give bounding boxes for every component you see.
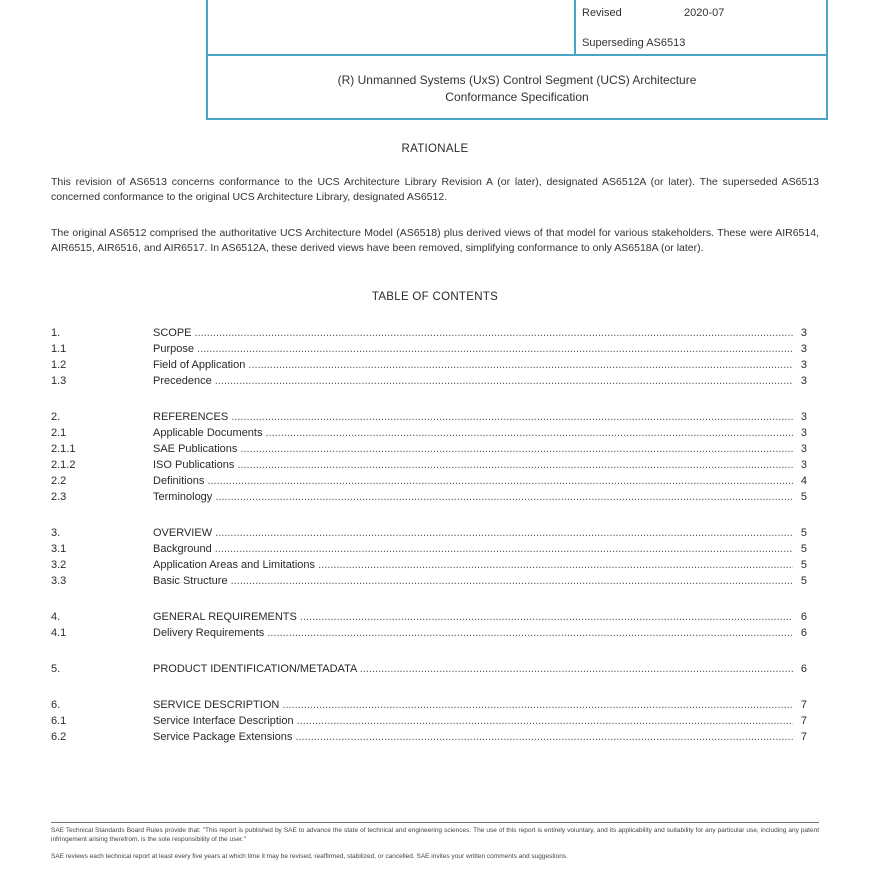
toc-entry-number: 2.1 bbox=[51, 427, 67, 439]
header-divider-horizontal bbox=[208, 54, 826, 56]
toc-entry-title: SAE Publications ..... bbox=[153, 441, 793, 457]
toc-entry-page: 5 bbox=[800, 527, 807, 539]
toc-entry-page: 3 bbox=[800, 375, 807, 387]
toc-entry-number: 3.3 bbox=[51, 575, 67, 587]
footer-disclaimer: SAE Technical Standards Board Rules provide that: "This report is published by SAE to advance the state of technical and engineering sciences. The use of this report is entirely voluntary, and its applicability and suitability for any particular use, including any patent infringement arising therefrom, is the sole responsibility of the user." bbox=[51, 827, 819, 843]
toc-entry-page: 7 bbox=[800, 715, 807, 727]
toc-entry-page: 3 bbox=[800, 427, 807, 439]
toc-entry-number: 2. bbox=[51, 411, 61, 423]
toc-entry-title: Applicable Documents ..... bbox=[153, 425, 793, 441]
toc-entry[interactable] bbox=[51, 425, 807, 441]
rationale-heading: RATIONALE bbox=[401, 143, 469, 155]
toc-entry-page: 4 bbox=[800, 475, 807, 487]
toc-entry-page: 6 bbox=[800, 611, 807, 623]
toc-entry-page: 5 bbox=[800, 575, 807, 587]
toc-entry-number: 2.2 bbox=[51, 475, 67, 487]
toc-entry[interactable] bbox=[51, 541, 807, 557]
toc-entry-title: Service Interface Description ..... bbox=[153, 713, 793, 729]
toc-entry[interactable] bbox=[51, 713, 807, 729]
toc-entry-page: 3 bbox=[800, 327, 807, 339]
toc-entry[interactable] bbox=[51, 573, 807, 589]
toc-entry-number: 3.2 bbox=[51, 559, 67, 571]
toc-entry[interactable] bbox=[51, 557, 807, 573]
rationale-paragraph-2: The original AS6512 comprised the authoritative UCS Architecture Model (AS6518) plus derived views of that model for various stakeholders. These were AIR6514, AIR6515, AIR6516, and AIR6517. In AS6512A, these derived views have been removed, simplifying conformance to only AS6518A (or later). bbox=[51, 227, 819, 254]
toc-entry-number: 2.1.1 bbox=[51, 443, 76, 455]
superseding-label: Superseding AS6513 bbox=[582, 37, 686, 49]
toc-entry-number: 1.3 bbox=[51, 375, 67, 387]
toc-entry[interactable] bbox=[51, 325, 807, 341]
toc-entry[interactable] bbox=[51, 373, 807, 389]
revised-date: 2020-07 bbox=[684, 7, 725, 19]
toc-entry-title: GENERAL REQUIREMENTS ..... bbox=[153, 609, 793, 625]
toc-entry-title: Field of Application ..... bbox=[153, 357, 793, 373]
toc-entry-page: 7 bbox=[800, 731, 807, 743]
toc-entry-title: Purpose ..... bbox=[153, 341, 793, 357]
toc-entry[interactable] bbox=[51, 525, 807, 541]
toc-entry-title: PRODUCT IDENTIFICATION/METADATA ..... bbox=[153, 661, 793, 677]
toc-entry-number: 3. bbox=[51, 527, 61, 539]
revised-label: Revised bbox=[582, 7, 622, 19]
toc-entry-number: 6.2 bbox=[51, 731, 67, 743]
toc-entry[interactable] bbox=[51, 409, 807, 425]
toc-entry-page: 6 bbox=[800, 627, 807, 639]
toc-entry-title: SCOPE ..... bbox=[153, 325, 793, 341]
toc-entry-page: 3 bbox=[800, 411, 807, 423]
toc-entry-page: 5 bbox=[800, 543, 807, 555]
toc-entry-title: SERVICE DESCRIPTION ..... bbox=[153, 697, 793, 713]
toc-entry-title: ISO Publications ..... bbox=[153, 457, 793, 473]
toc-entry-title: Precedence ..... bbox=[153, 373, 793, 389]
toc-entry-title: Background ..... bbox=[153, 541, 793, 557]
toc-entry-page: 3 bbox=[800, 459, 807, 471]
toc-entry-title: Terminology ..... bbox=[153, 489, 793, 505]
document-title bbox=[206, 72, 828, 106]
toc-entry-title: REFERENCES ..... bbox=[153, 409, 793, 425]
toc-entry-number: 4.1 bbox=[51, 627, 67, 639]
toc-entry-number: 3.1 bbox=[51, 543, 67, 555]
toc-entry-page: 3 bbox=[800, 343, 807, 355]
toc-entry-page: 5 bbox=[800, 491, 807, 503]
document-title-line-2: Conformance Specification bbox=[445, 90, 589, 104]
toc-heading: TABLE OF CONTENTS bbox=[371, 291, 499, 303]
toc-entry-number: 1.2 bbox=[51, 359, 67, 371]
toc-entry-page: 6 bbox=[800, 663, 807, 675]
toc-entry[interactable] bbox=[51, 441, 807, 457]
toc-entry-number: 6. bbox=[51, 699, 61, 711]
toc-entry-number: 1. bbox=[51, 327, 61, 339]
toc-entry-number: 2.3 bbox=[51, 491, 67, 503]
rationale-paragraph-1: This revision of AS6513 concerns conformance to the UCS Architecture Library Revision A (or later), designated AS6512A (or later). The superseded AS6513 concerned conformance to the original UCS Architecture Library, designated AS6512. bbox=[51, 176, 819, 203]
toc-entry-page: 5 bbox=[800, 559, 807, 571]
header-divider-vertical bbox=[574, 0, 576, 54]
toc-entry[interactable] bbox=[51, 729, 807, 745]
toc-entry-page: 3 bbox=[800, 359, 807, 371]
toc-entry-number: 2.1.2 bbox=[51, 459, 76, 471]
toc-entry[interactable] bbox=[51, 473, 807, 489]
toc-entry[interactable] bbox=[51, 341, 807, 357]
footer-divider bbox=[51, 822, 819, 823]
toc-entry[interactable] bbox=[51, 357, 807, 373]
toc-entry[interactable] bbox=[51, 609, 807, 625]
toc-entry[interactable] bbox=[51, 625, 807, 641]
toc-entry-title: Application Areas and Limitations ..... bbox=[153, 557, 793, 573]
toc-entry[interactable] bbox=[51, 489, 807, 505]
toc-entry-page: 3 bbox=[800, 443, 807, 455]
toc-entry-number: 1.1 bbox=[51, 343, 67, 355]
toc-entry-title: Service Package Extensions ..... bbox=[153, 729, 793, 745]
toc-entry[interactable] bbox=[51, 457, 807, 473]
toc-entry[interactable] bbox=[51, 661, 807, 677]
document-title-line-1: (R) Unmanned Systems (UxS) Control Segment (UCS) Architecture bbox=[337, 73, 697, 87]
toc-entry-title: Basic Structure ..... bbox=[153, 573, 793, 589]
toc-entry[interactable] bbox=[51, 697, 807, 713]
toc-entry-number: 6.1 bbox=[51, 715, 67, 727]
toc-entry-title: Delivery Requirements ..... bbox=[153, 625, 793, 641]
toc-entry-number: 5. bbox=[51, 663, 61, 675]
toc-entry-page: 7 bbox=[800, 699, 807, 711]
toc-entry-title: OVERVIEW ..... bbox=[153, 525, 793, 541]
footer-review-note: SAE reviews each technical report at least every five years at which time it may be revised, reaffirmed, stabilized, or cancelled. SAE invites your written comments and suggestions. bbox=[51, 853, 568, 860]
toc-entry-title: Definitions ..... bbox=[153, 473, 793, 489]
toc-entry-number: 4. bbox=[51, 611, 61, 623]
